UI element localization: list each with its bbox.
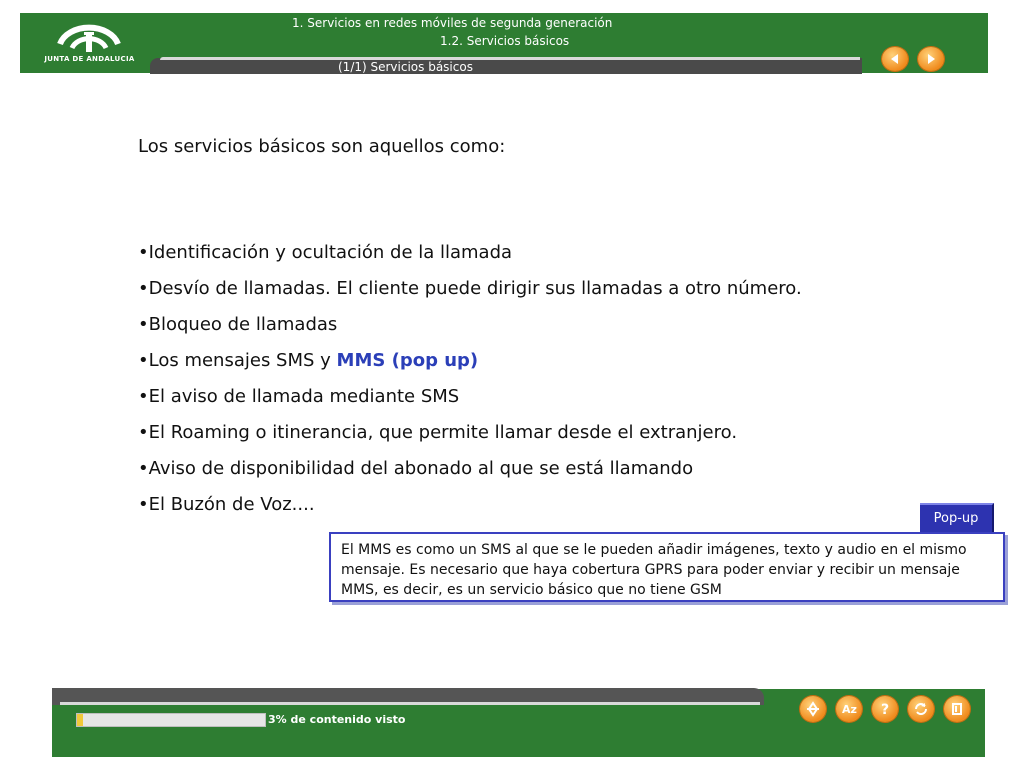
- refresh-button[interactable]: [908, 696, 934, 722]
- arrow-right-icon: [924, 52, 938, 66]
- mms-popup-link[interactable]: MMS (pop up): [336, 350, 479, 371]
- breadcrumb-subsection: 1.2. Servicios básicos: [440, 34, 570, 48]
- logo-text: JUNTA DE ANDALUCIA: [44, 55, 135, 63]
- arrow-left-icon: [888, 52, 902, 66]
- help-button[interactable]: [872, 696, 898, 722]
- list-item: •Aviso de disponibilidad del abonado al que se está llamando: [138, 458, 694, 479]
- header-tab-strip-highlight: [160, 57, 860, 60]
- index-icon: [805, 701, 821, 717]
- popup-tab[interactable]: Pop-up: [920, 503, 994, 532]
- glossary-button[interactable]: [836, 696, 862, 722]
- progress-label: 3% de contenido visto: [268, 713, 406, 726]
- popup-content: El MMS es como un SMS al que se le pueden añadir imágenes, texto y audio en el mismo mensaje. Es necesario que haya cobertura GPRS para poder enviar y recibir un mensaje MMS, es decir, es un servicio básico que no tiene GSM: [329, 532, 1005, 602]
- next-button[interactable]: [918, 47, 944, 71]
- help-icon: [877, 701, 893, 717]
- list-item: •Identificación y ocultación de la llamada: [138, 242, 513, 263]
- services-list: [138, 241, 802, 529]
- page-title: (1/1) Servicios básicos: [338, 60, 473, 74]
- footer-tab-strip-highlight: [60, 702, 760, 705]
- list-item: [138, 349, 802, 385]
- list-item: •Bloqueo de llamadas: [138, 314, 338, 335]
- list-item: •Desvío de llamadas. El cliente puede dirigir sus llamadas a otro número.: [138, 278, 802, 299]
- progress-bar: [76, 713, 266, 727]
- index-button[interactable]: [800, 696, 826, 722]
- progress-fill: [77, 714, 83, 726]
- list-item: •El Roaming o itinerancia, que permite llamar desde el extranjero.: [138, 422, 738, 443]
- previous-button[interactable]: [882, 47, 908, 71]
- header-tab-strip: [150, 58, 862, 74]
- svg-text:?: ?: [881, 702, 890, 717]
- list-item: •El aviso de llamada mediante SMS: [138, 386, 460, 407]
- refresh-icon: [913, 701, 929, 717]
- intro-text: Los servicios básicos son aquellos como:: [138, 136, 506, 157]
- list-item: •El Buzón de Voz....: [138, 494, 315, 515]
- svg-text:Az: Az: [842, 703, 857, 716]
- glossary-icon: [841, 701, 857, 717]
- footer-toolbar: [800, 696, 970, 722]
- list-item-prefix: •Los mensajes SMS y: [138, 350, 337, 371]
- exit-button[interactable]: [944, 696, 970, 722]
- exit-icon: [949, 701, 965, 717]
- breadcrumb-section: 1. Servicios en redes móviles de segunda generación: [292, 16, 613, 30]
